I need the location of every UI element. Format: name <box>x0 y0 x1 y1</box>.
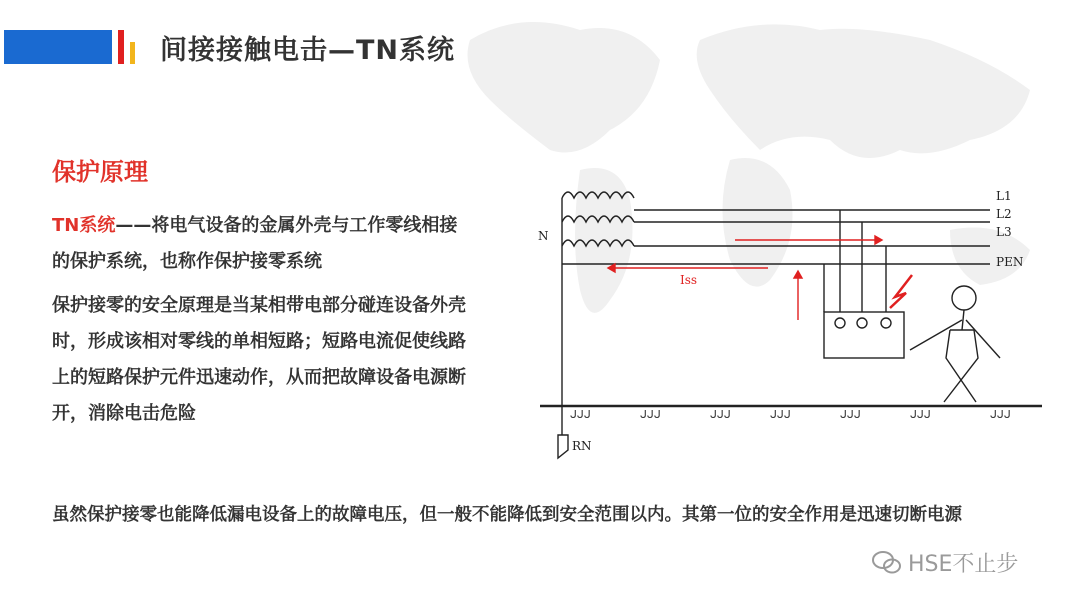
title-accent-blue <box>4 30 112 64</box>
svg-text:ᒍᒍᒍ: ᒍᒍᒍ <box>990 408 1011 421</box>
label-l1: L1 <box>996 189 1012 203</box>
slide-title: 间接接触电击—TN系统 <box>160 35 456 66</box>
svg-text:ᒍᒍᒍ: ᒍᒍᒍ <box>710 408 731 421</box>
svg-text:ᒍᒍᒍ: ᒍᒍᒍ <box>910 408 931 421</box>
section-heading: 保护原理 <box>52 158 148 186</box>
person-figure <box>910 286 1000 402</box>
watermark-text: HSE不止步 <box>908 552 1019 577</box>
tn-system-diagram <box>530 180 1050 470</box>
label-l3: L3 <box>996 225 1012 239</box>
note-paragraph: 虽然保护接零也能降低漏电设备上的故障电压，但一般不能降低到安全范围以内。其第一位的安全作用是迅速切断电源 <box>52 505 962 525</box>
title-accent-red <box>118 30 124 64</box>
label-n: N <box>538 229 549 243</box>
transformer-coils <box>562 192 634 246</box>
svg-text:ᒍᒍᒍ: ᒍᒍᒍ <box>570 408 591 421</box>
label-l2: L2 <box>996 207 1012 221</box>
svg-text:ᒍᒍᒍ: ᒍᒍᒍ <box>770 408 791 421</box>
definition-text: ——将电气设备的金属外壳与工作零线相接的保护系统，也称作保护接零系统 <box>52 215 458 272</box>
principle-paragraph: 保护接零的安全原理是当某相带电部分碰连设备外壳时，形成该相对零线的单相短路；短路电流促使线路上的短路保护元件迅速动作，从而把故障设备电源断开，消除电击危险 <box>52 295 466 424</box>
label-rn: RN <box>572 439 592 453</box>
watermark <box>872 547 1018 578</box>
svg-text:ᒍᒍᒍ: ᒍᒍᒍ <box>640 408 661 421</box>
tn-system-term: TN系统 <box>52 215 116 236</box>
title-accent-yellow <box>130 42 135 64</box>
label-pen: PEN <box>996 255 1024 269</box>
label-iss: Iss <box>680 273 698 287</box>
wechat-icon <box>872 550 902 576</box>
rn-resistor <box>558 435 568 458</box>
svg-text:ᒍᒍᒍ: ᒍᒍᒍ <box>840 408 861 421</box>
definition-paragraph <box>52 208 472 280</box>
